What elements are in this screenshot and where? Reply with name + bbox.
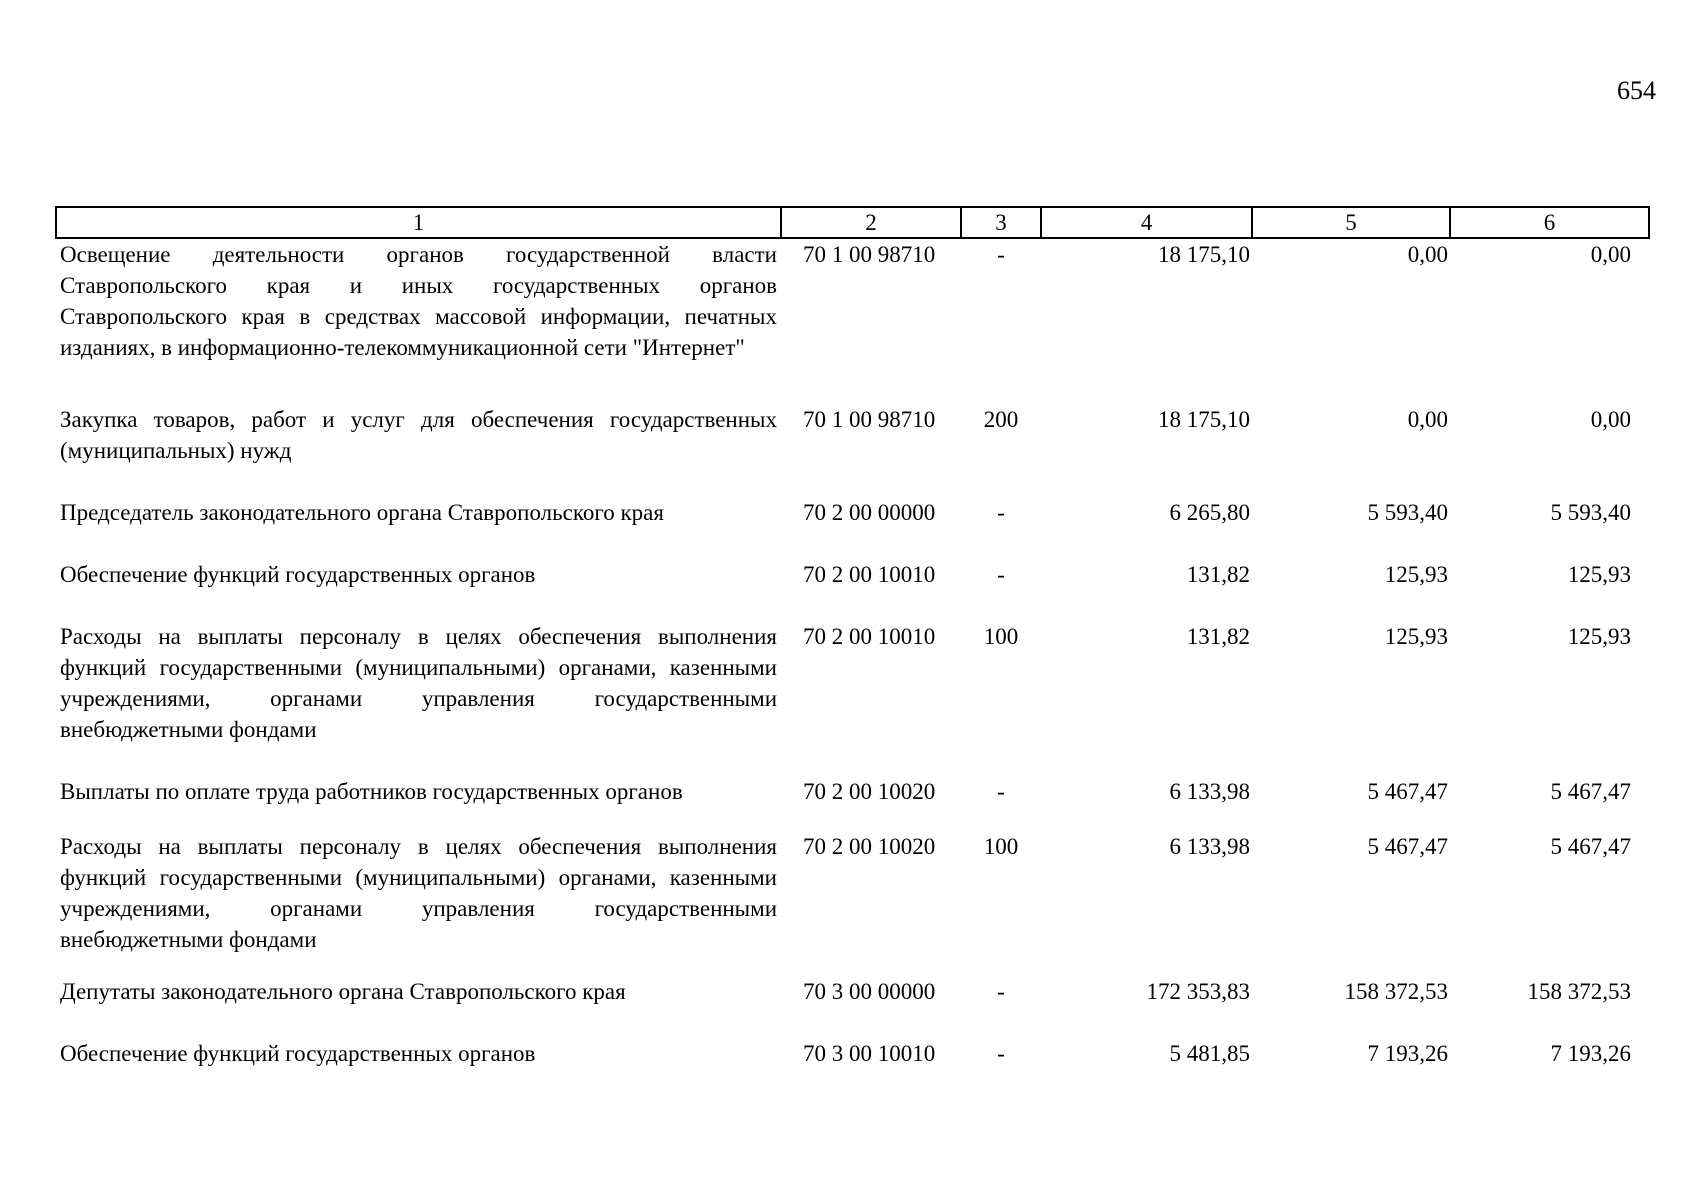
- column-header: 6: [1450, 207, 1649, 238]
- row-value-1: 18 175,10: [1158, 242, 1250, 267]
- row-value-3: 158 372,53: [1527, 979, 1631, 1004]
- row-code: 70 2 00 10010: [803, 562, 936, 587]
- row-value-3: 5 467,47: [1550, 779, 1631, 804]
- row-expense-type: -: [997, 1041, 1005, 1066]
- table-row: [56, 559, 1649, 621]
- row-name: Освещение деятельности органов государственной власти Ставропольского края и иных государственных органов Ставропольского края в средствах массовой информации, печатных изданиях, в информационно-телекоммуникационной сети "Интернет": [60, 242, 777, 360]
- row-code: 70 2 00 00000: [803, 500, 936, 525]
- row-expense-type: -: [997, 562, 1005, 587]
- row-code: 70 2 00 10010: [803, 624, 936, 649]
- row-value-2: 125,93: [1384, 624, 1448, 649]
- row-code: 70 3 00 00000: [803, 979, 936, 1004]
- budget-table: [55, 206, 1650, 1078]
- row-expense-type: 100: [983, 624, 1019, 649]
- table-row: [56, 621, 1649, 776]
- row-value-1: 131,82: [1186, 624, 1250, 649]
- row-value-2: 5 593,40: [1367, 500, 1448, 525]
- row-name: Выплаты по оплате труда работников государственных органов: [60, 779, 683, 804]
- row-value-1: 172 353,83: [1146, 979, 1250, 1004]
- table-row: [56, 497, 1649, 559]
- row-value-3: 5 467,47: [1550, 834, 1631, 859]
- row-value-1: 6 133,98: [1169, 834, 1250, 859]
- row-code: 70 2 00 10020: [803, 779, 936, 804]
- row-name: Депутаты законодательного органа Ставропольского края: [60, 979, 626, 1004]
- column-header: 2: [781, 207, 961, 238]
- row-name: Председатель законодательного органа Ставропольского края: [60, 500, 664, 525]
- row-value-2: 125,93: [1384, 562, 1448, 587]
- column-header: 3: [961, 207, 1041, 238]
- row-value-3: 0,00: [1590, 407, 1631, 432]
- column-header: 4: [1041, 207, 1252, 238]
- table-header-row: [56, 207, 1649, 238]
- table-row: [56, 404, 1649, 497]
- row-value-3: 5 593,40: [1550, 500, 1631, 525]
- row-expense-type: -: [997, 779, 1005, 804]
- table-row: [56, 238, 1649, 404]
- row-name: Обеспечение функций государственных органов: [60, 1041, 536, 1066]
- table-row: [56, 776, 1649, 831]
- page-number: 654: [1617, 76, 1656, 105]
- row-value-2: 0,00: [1407, 407, 1448, 432]
- row-expense-type: 200: [983, 407, 1019, 432]
- column-header: 5: [1252, 207, 1450, 238]
- row-code: 70 2 00 10020: [803, 834, 936, 859]
- row-value-1: 5 481,85: [1169, 1041, 1250, 1066]
- table-row: [56, 1038, 1649, 1078]
- row-value-1: 131,82: [1186, 562, 1250, 587]
- row-code: 70 1 00 98710: [803, 242, 936, 267]
- row-value-3: 125,93: [1567, 624, 1631, 649]
- row-value-3: 0,00: [1590, 242, 1631, 267]
- row-value-2: 158 372,53: [1344, 979, 1448, 1004]
- row-expense-type: 100: [983, 834, 1019, 859]
- row-expense-type: -: [997, 242, 1005, 267]
- row-code: 70 3 00 10010: [803, 1041, 936, 1066]
- row-value-2: 0,00: [1407, 242, 1448, 267]
- table-row: [56, 976, 1649, 1038]
- row-value-1: 6 133,98: [1169, 779, 1250, 804]
- row-expense-type: -: [997, 500, 1005, 525]
- row-code: 70 1 00 98710: [803, 407, 936, 432]
- row-value-1: 6 265,80: [1169, 500, 1250, 525]
- row-name: Обеспечение функций государственных органов: [60, 562, 536, 587]
- row-value-3: 125,93: [1567, 562, 1631, 587]
- column-header: 1: [56, 207, 781, 238]
- row-value-1: 18 175,10: [1158, 407, 1250, 432]
- row-expense-type: -: [997, 979, 1005, 1004]
- row-name: Расходы на выплаты персоналу в целях обеспечения выполнения функций государственными (муниципальными) органами, казенными учреждениями, органами управления государственными внебюджетными фондами: [60, 624, 777, 742]
- row-value-2: 5 467,47: [1367, 834, 1448, 859]
- row-name: Закупка товаров, работ и услуг для обеспечения государственных (муниципальных) нужд: [60, 407, 777, 463]
- row-value-2: 5 467,47: [1367, 779, 1448, 804]
- row-name: Расходы на выплаты персоналу в целях обеспечения выполнения функций государственными (муниципальными) органами, казенными учреждениями, органами управления государственными внебюджетными фондами: [60, 834, 777, 952]
- table-row: [56, 831, 1649, 976]
- row-value-2: 7 193,26: [1367, 1041, 1448, 1066]
- row-value-3: 7 193,26: [1550, 1041, 1631, 1066]
